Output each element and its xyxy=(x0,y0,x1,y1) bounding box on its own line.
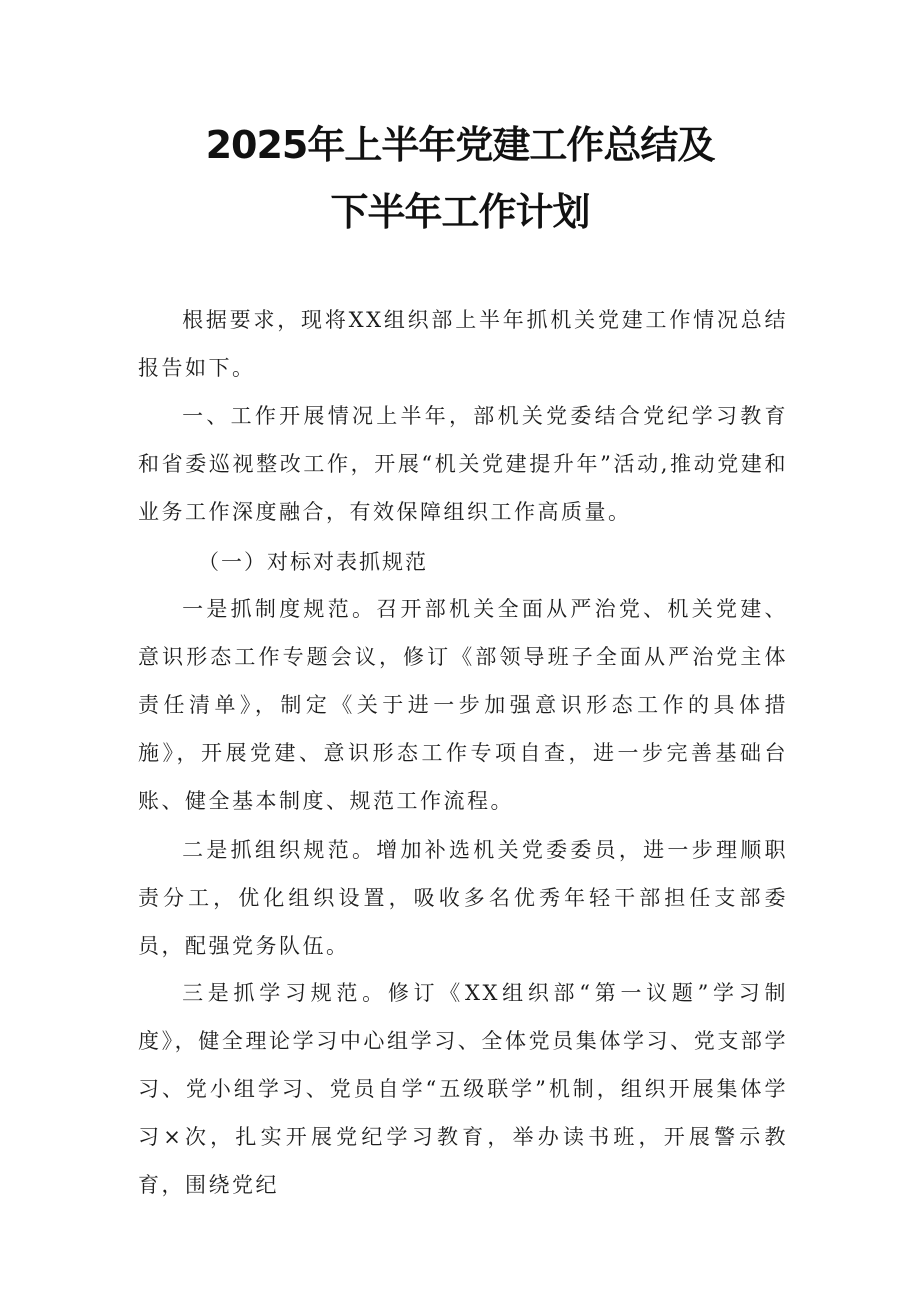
document-title-line-1: 2025年上半年党建工作总结及 xyxy=(205,123,715,167)
paragraph-organization-norms: 二是抓组织规范。增加补选机关党委委员，进一步理顺职责分工，优化组织设置，吸收多名优秀年轻干部担任支部委员，配强党务队伍。 xyxy=(138,838,788,958)
paragraph-study-norms: 三是抓学习规范。修订《XX组织部“第一议题”学习制度》，健全理论学习中心组学习、全体党员集体学习、党支部学习、党小组学习、党员自学“五级联学”机制，组织开展集体学习×次，扎实开展党纪学习教育，举办读书班，开展警示教育，围绕党纪 xyxy=(138,981,788,1197)
paragraph-system-norms: 一是抓制度规范。召开部机关全面从严治党、机关党建、意识形态工作专题会议，修订《部领导班子全面从严治党主体责任清单》，制定《关于进一步加强意识形态工作的具体措施》，开展党建、意识形态工作专项自查，进一步完善基础台账、健全基本制度、规范工作流程。 xyxy=(138,597,788,813)
document-title-line-2: 下半年工作计划 xyxy=(330,190,590,234)
paragraph-section-one: 一、工作开展情况上半年，部机关党委结合党纪学习教育和省委巡视整改工作，开展“机关党建提升年”活动,推动党建和业务工作深度融合，有效保障组织工作高质量。 xyxy=(138,404,788,524)
subheading-benchmark: （一）对标对表抓规范 xyxy=(198,550,428,574)
paragraph-intro: 根据要求，现将XX组织部上半年抓机关党建工作情况总结报告如下。 xyxy=(138,308,788,380)
